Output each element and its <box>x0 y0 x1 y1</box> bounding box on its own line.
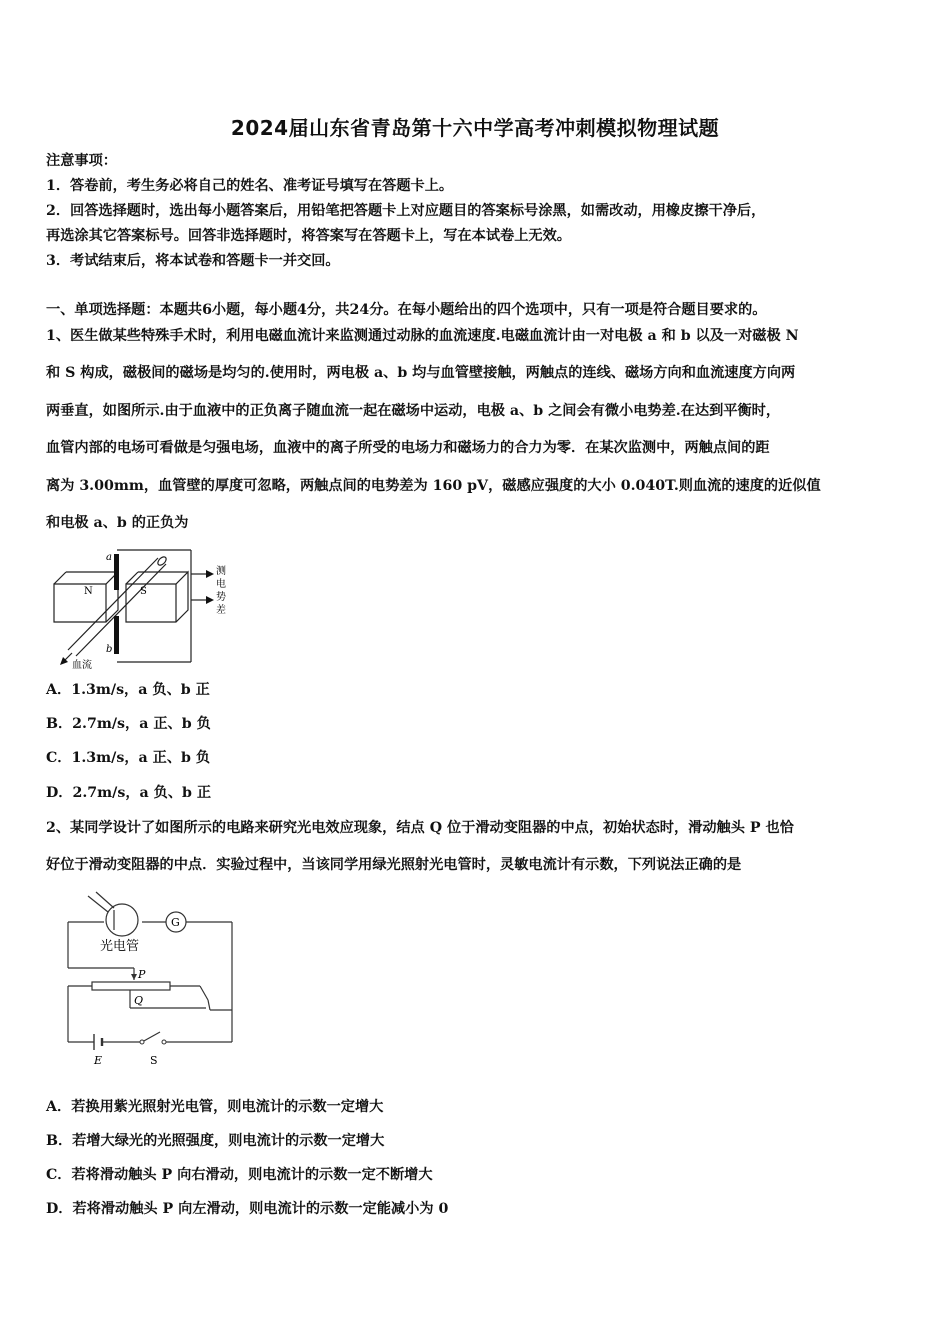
notice-item: 2．回答选择题时，选出每小题答案后，用铅笔把答题卡上对应题目的答案标号涂黑，如需改动，用橡皮擦干净后， <box>46 203 766 219</box>
q1-text-line: 1、医生做某些特殊手术时，利用电磁血流计来监测通过动脉的血流速度.电磁血流计由一对电极 a 和 b 以及一对磁极 N <box>46 328 799 344</box>
switch-s-label: S <box>150 1054 158 1067</box>
q2-text-line: 2、某同学设计了如图所示的电路来研究光电效应现象，结点 Q 位于滑动变阻器的中点，初始状态时，滑动触头 P 也恰 <box>46 820 794 836</box>
phototube-label: 光电管 <box>100 939 140 954</box>
q1-text-line: 和电极 a、b 的正负为 <box>46 515 189 531</box>
measure-label-char: 测 <box>216 566 226 577</box>
electrode-a-label: a <box>106 552 112 563</box>
measure-label-char: 差 <box>216 605 226 616</box>
magnet-n-label: N <box>84 586 93 597</box>
notice-heading: 注意事项： <box>46 153 117 169</box>
notice-item: 3．考试结束后，将本试卷和答题卡一并交回。 <box>46 253 340 269</box>
q1-text-line: 血管内部的电场可看做是匀强电场，血液中的离子所受的电场力和磁场力的合力为零．在某次监测中，两触点间的距 <box>46 440 770 456</box>
q2-option: C．若将滑动触头 P 向右滑动，则电流计的示数一定不断增大 <box>46 1167 433 1183</box>
measure-label-char: 势 <box>216 592 226 603</box>
node-q-label: Q <box>134 994 144 1007</box>
q1-text-line: 和 S 构成，磁极间的磁场是均匀的.使用时，两电极 a、b 均与血管壁接触，两触点的连线、磁场方向和血流速度方向两 <box>46 365 796 381</box>
document-title: 2024届山东省青岛第十六中学高考冲刺模拟物理试题 <box>230 116 720 140</box>
q1-text-line: 离为 3.00mm，血管壁的厚度可忽略，两触点间的电势差为 160 pV，磁感应强度的大小 0.040T.则血流的速度的近似值 <box>46 478 821 494</box>
q1-option: C．1.3m/s，a 正、b 负 <box>46 750 211 766</box>
q2-option: D．若将滑动触头 P 向左滑动，则电流计的示数一定能减小为 0 <box>46 1201 449 1217</box>
photoelectric-circuit-figure <box>60 890 244 1070</box>
blood-flow-label: 血流 <box>72 660 92 671</box>
q1-option: D．2.7m/s，a 负、b 正 <box>46 785 212 801</box>
battery-e-label: E <box>94 1054 103 1067</box>
notice-item: 再选涂其它答案标号。回答非选择题时，将答案写在答题卡上，写在本试卷上无效。 <box>46 228 571 244</box>
section-heading: 一、单项选择题：本题共6小题，每小题4分，共24分。在每小题给出的四个选项中，只有一项是符合题目要求的。 <box>46 302 767 318</box>
q1-option: B．2.7m/s，a 正、b 负 <box>46 716 211 732</box>
measure-label-char: 电 <box>216 579 226 590</box>
q2-option: A．若换用紫光照射光电管，则电流计的示数一定增大 <box>46 1099 384 1115</box>
q1-text-line: 两垂直，如图所示.由于血液中的正负离子随血流一起在磁场中运动，电极 a、b 之间会有微小电势差.在达到平衡时， <box>46 403 781 419</box>
magnet-s-label: S <box>140 586 147 597</box>
slider-p-label: P <box>138 968 146 981</box>
electrode-b-label: b <box>106 644 113 655</box>
flowmeter-figure <box>46 544 236 672</box>
galvanometer-label: G <box>171 916 180 929</box>
q2-text-line: 好位于滑动变阻器的中点．实验过程中，当该同学用绿光照射光电管时，灵敏电流计有示数，下列说法正确的是 <box>46 857 742 873</box>
q1-option: A．1.3m/s，a 负、b 正 <box>46 682 210 698</box>
notice-item: 1．答卷前，考生务必将自己的姓名、准考证号填写在答题卡上。 <box>46 178 454 194</box>
q2-option: B．若增大绿光的光照强度，则电流计的示数一定增大 <box>46 1133 385 1149</box>
